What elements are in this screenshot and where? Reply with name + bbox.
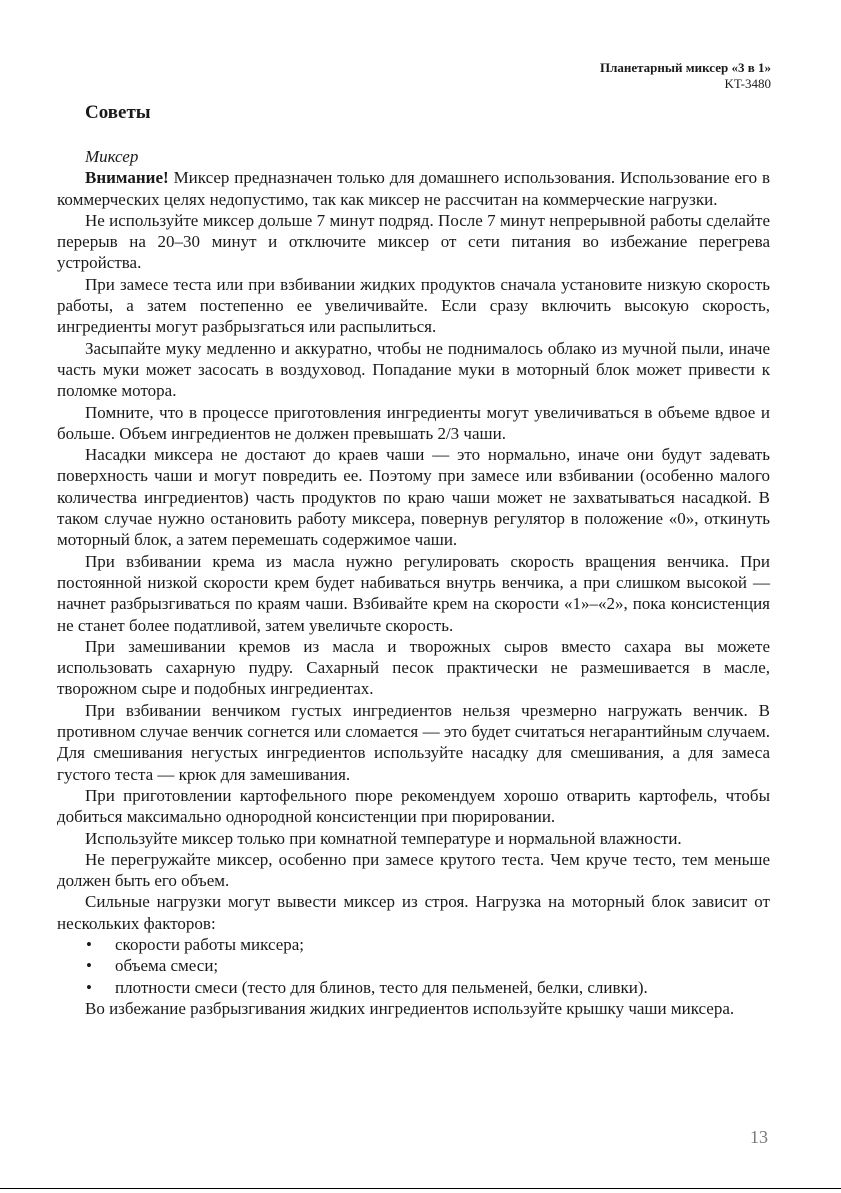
paragraph: Насадки миксера не достают до краев чаши — это нормально, иначе они будут задевать поверхность чаши и могут повредить ее. Поэтому при замесе или взбивании (особенно малого количества ингредиентов) часть продуктов по краю чаши может не захватываться насадкой. В таком случае нужно остановить работу миксера, повернув регулятор в положение «0», откинуть моторный блок, а затем перемешать содержимое чаши.: [57, 445, 770, 550]
warning-label: Внимание!: [85, 168, 169, 188]
bullet-icon: •: [86, 977, 92, 997]
list-item-text: плотности смеси (тесто для блинов, тесто для пельменей, белки, сливки).: [115, 977, 648, 997]
paragraph: Засыпайте муку медленно и аккуратно, чтобы не поднималось облако из мучной пыли, иначе часть муки может засосать в воздуховод. Попадание муки в моторный блок может привести к поломке мотора.: [57, 338, 770, 401]
model-number: KT-3480: [724, 76, 771, 91]
paragraph: Не используйте миксер дольше 7 минут подряд. После 7 минут непрерывной работы сделайте перерыв на 20–30 минут и отключите миксер от сети питания во избежание перегрева устройства.: [57, 210, 770, 273]
page-number: 13: [750, 1127, 768, 1147]
list-item: [57, 934, 770, 955]
paragraph: Используйте миксер только при комнатной температуре и нормальной влажности.: [85, 828, 682, 848]
list-item: [57, 977, 770, 998]
product-name: Планетарный миксер «3 в 1»: [599, 60, 771, 75]
section-title: Советы: [85, 102, 151, 123]
paragraph: Во избежание разбрызгивания жидких ингредиентов используйте крышку чаши миксера.: [85, 998, 735, 1018]
list-item: [57, 955, 770, 976]
bullet-icon: •: [86, 934, 92, 954]
paragraph: При замешивании кремов из масла и творожных сыров вместо сахара вы можете использовать сахарную пудру. Сахарный песок практически не размешивается в масле, творожном сыре и подобных ингредиентах.: [57, 636, 770, 699]
paragraph: Помните, что в процессе приготовления ингредиенты могут увеличиваться в объеме вдвое и больше. Объем ингредиентов не должен превышать 2/3 чаши.: [57, 402, 770, 443]
bullet-icon: •: [86, 956, 92, 976]
section-body: [57, 146, 770, 1019]
paragraph: Не перегружайте миксер, особенно при замесе крутого теста. Чем круче тесто, тем меньше должен быть его объем.: [57, 849, 770, 891]
paragraph: Сильные нагрузки могут вывести миксер из строя. Нагрузка на моторный блок зависит от нескольких факторов:: [57, 892, 770, 933]
bottom-rule: [0, 1188, 841, 1189]
list-item-text: скорости работы миксера;: [115, 934, 305, 954]
warning-paragraph: [57, 167, 770, 210]
subsection-title: Миксер: [85, 147, 139, 166]
paragraph: При взбивании венчиком густых ингредиентов нельзя чрезмерно нагружать венчик. В противном случае венчик согнется или сломается — это будет считаться негарантийным случаем. Для смешивания негустых ингредиентов используйте насадку для смешивания, а для замеса густого теста — крюк для замешивания.: [57, 700, 770, 784]
load-factors-list: [57, 934, 770, 998]
paragraph: При приготовлении картофельного пюре рекомендуем хорошо отварить картофель, чтобы добиться максимально однородной консистенции при пюрировании.: [57, 785, 770, 827]
paragraph: При замесе теста или при взбивании жидких продуктов сначала установите низкую скорость работы, а затем постепенно ее увеличивайте. Если сразу включить высокую скорость, ингредиенты могут разбрызгаться или распылиться.: [57, 274, 770, 337]
list-item-text: объема смеси;: [115, 956, 219, 976]
warning-text: Миксер предназначен только для домашнего использования. Использование его в коммерческих целях недопустимо, так как миксер не рассчитан на коммерческие нагрузки.: [57, 168, 770, 209]
paragraph: При взбивании крема из масла нужно регулировать скорость вращения венчика. При постоянной низкой скорости крем будет набиваться внутрь венчика, а при слишком высокой — начнет разбрызгиваться по краям чаши. Взбивайте крем на скорости «1»–«2», пока консистенция не станет более податливой, затем увеличьте скорость.: [57, 551, 770, 635]
page-header: [600, 60, 771, 92]
